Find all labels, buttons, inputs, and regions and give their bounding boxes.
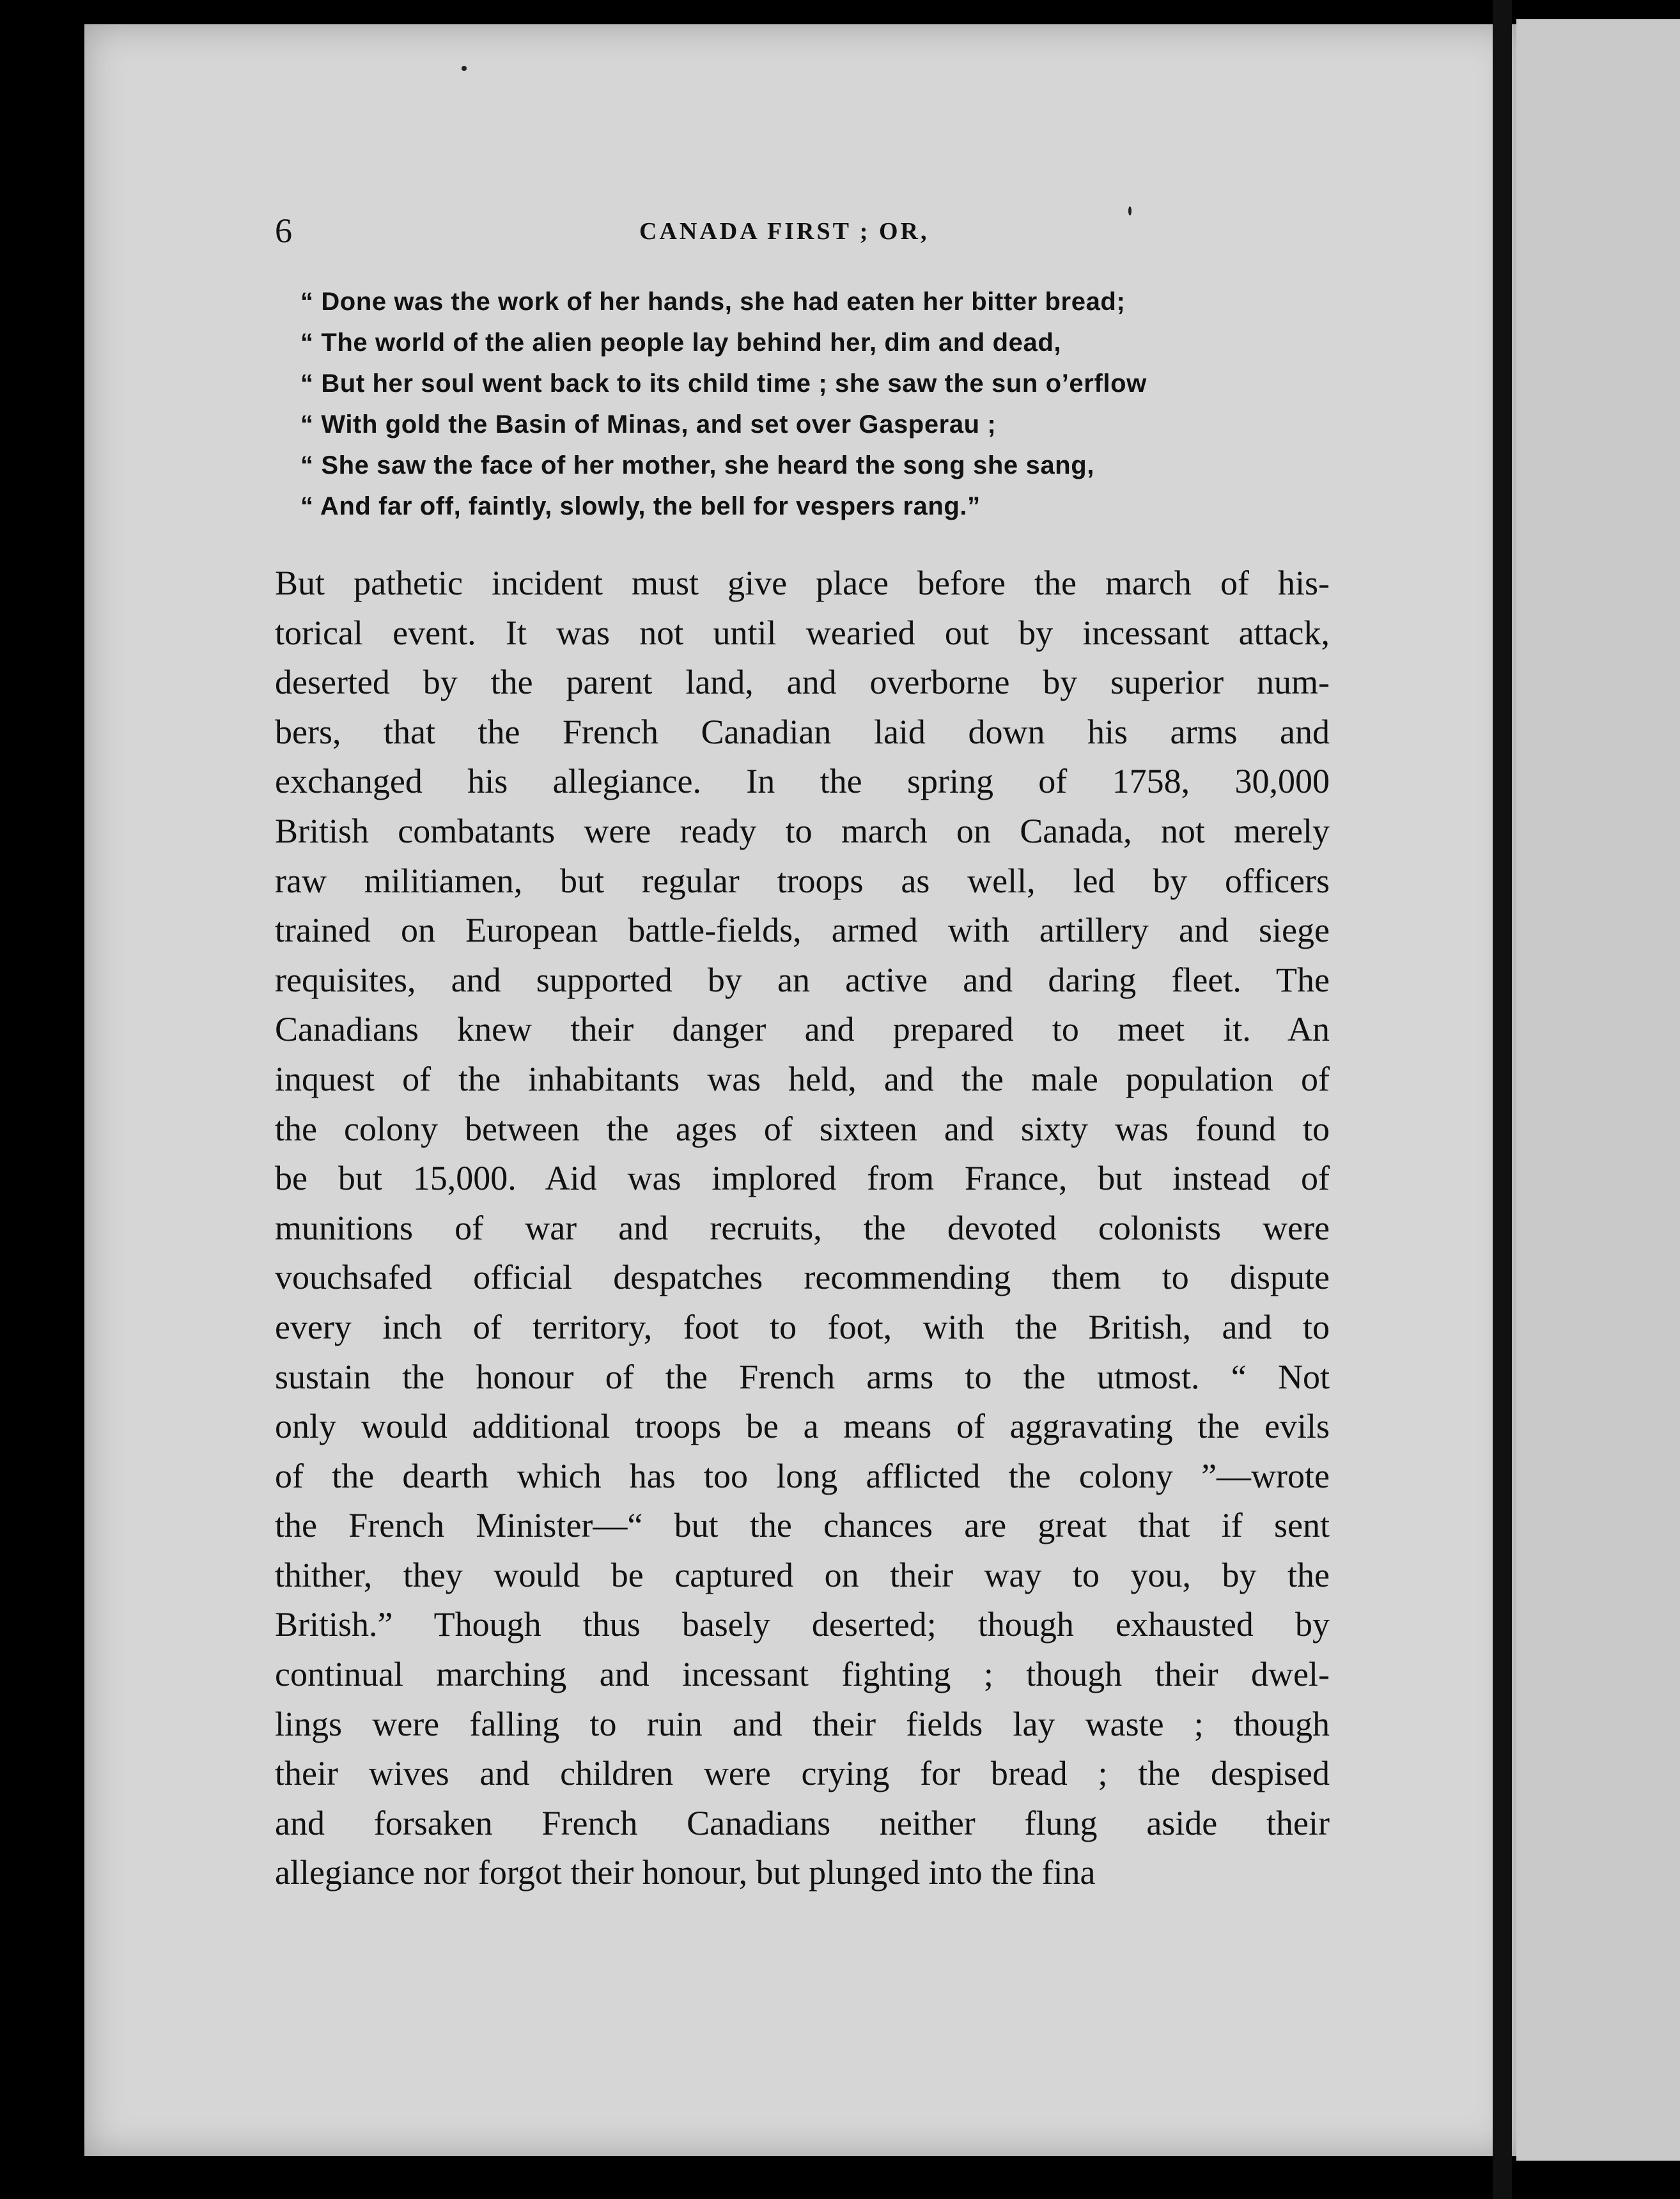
facing-page-edge: [1516, 19, 1680, 2161]
paragraph-line: vouchsafed official despatches recommending them to dispute: [275, 1258, 1330, 1297]
paragraph-line: trained on European battle-fields, armed with artillery and siege: [275, 911, 1330, 950]
verse-line: “ With gold the Basin of Minas, and set over Gasperau ;: [300, 410, 997, 439]
paragraph-line: the French Minister—“ but the chances are great that if sent: [275, 1506, 1330, 1545]
paragraph-line: the colony between the ages of sixteen and sixty was found to: [275, 1109, 1330, 1148]
verse-line: “ The world of the alien people lay behind her, dim and dead,: [300, 329, 1062, 357]
paragraph-line: inquest of the inhabitants was held, and the male population of: [275, 1059, 1330, 1098]
verse-line: “ And far off, faintly, slowly, the bell for vespers rang.”: [300, 492, 981, 520]
paragraph-line: sustain the honour of the French arms to the utmost. “ Not: [275, 1357, 1330, 1396]
page-number: 6: [275, 212, 293, 250]
paragraph-line: continual marching and incessant fighting ; though their dwel-: [275, 1655, 1330, 1694]
paragraph-line: lings were falling to ruin and their fields lay waste ; though: [275, 1704, 1330, 1743]
scan-speck: [462, 66, 467, 71]
paragraph-line: their wives and children were crying for bread ; the despised: [275, 1754, 1330, 1793]
paragraph-line: of the dearth which has too long afflicted the colony ”—wrote: [275, 1456, 1330, 1495]
paragraph-line: be but 15,000. Aid was implored from France, but instead of: [275, 1159, 1330, 1198]
paragraph-line: But pathetic incident must give place before the march of his-: [275, 564, 1330, 602]
paragraph-line: deserted by the parent land, and overborne by superior num-: [275, 663, 1330, 702]
page-gutter: [1493, 0, 1512, 2199]
paragraph-line: every inch of territory, foot to foot, with the British, and to: [275, 1307, 1330, 1346]
running-title: CANADA FIRST ; OR,: [639, 218, 929, 245]
verse-line: “ She saw the face of her mother, she heard the song she sang,: [300, 451, 1094, 479]
verse-line: “ Done was the work of her hands, she had eaten her bitter bread;: [300, 288, 1126, 316]
verse-line: “ But her soul went back to its child time ; she saw the sun o’erflow: [300, 369, 1147, 398]
body-paragraph: [275, 559, 1330, 1898]
verse-quotation: [300, 281, 1330, 527]
paragraph-line: only would additional troops be a means of aggravating the evils: [275, 1407, 1330, 1446]
page-text: [275, 211, 1330, 1898]
paragraph-line: British.” Though thus basely deserted; though exhausted by: [275, 1605, 1330, 1644]
paragraph-line: Canadians knew their danger and prepared to meet it. An: [275, 1010, 1330, 1049]
paragraph-line: raw militiamen, but regular troops as well, led by officers: [275, 861, 1330, 900]
paragraph-line: thither, they would be captured on their way to you, by the: [275, 1555, 1330, 1594]
paragraph-line: munitions of war and recruits, the devoted colonists were: [275, 1208, 1330, 1247]
paragraph-line: bers, that the French Canadian laid down his arms and: [275, 712, 1330, 751]
running-head: [275, 211, 1330, 262]
paragraph-line: requisites, and supported by an active and daring fleet. The: [275, 960, 1330, 999]
paragraph-line: and forsaken French Canadians neither flung aside their: [275, 1803, 1330, 1842]
paragraph-line: torical event. It was not until wearied out by incessant attack,: [275, 613, 1330, 652]
paragraph-line: allegiance nor forgot their honour, but plunged into the fina: [275, 1853, 1096, 1892]
paragraph-line: exchanged his allegiance. In the spring of 1758, 30,000: [275, 762, 1330, 801]
paragraph-line: British combatants were ready to march on Canada, not merely: [275, 811, 1330, 850]
